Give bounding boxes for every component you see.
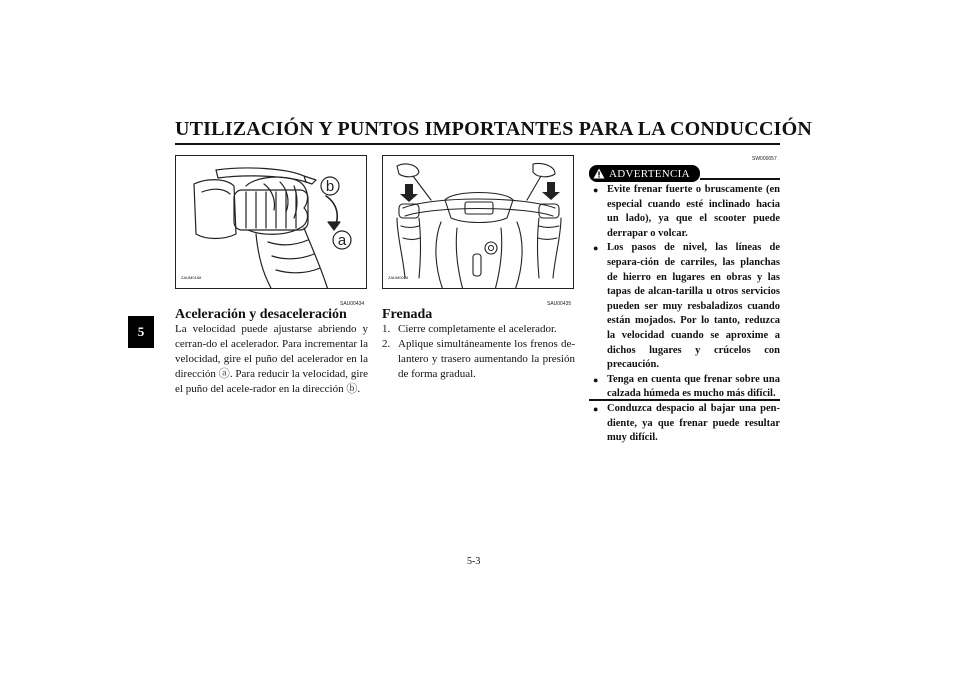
braking-heading: Frenada (382, 307, 433, 322)
bullet-icon: ● (593, 243, 599, 254)
list-item (382, 337, 575, 382)
braking-steps (382, 322, 575, 382)
warning-item-text: Tenga en cuenta que frenar sobre una calzada húmeda es mucho más difícil. (607, 373, 780, 400)
warning-rule (700, 178, 780, 180)
bullet-icon: ● (593, 374, 599, 385)
chapter-tab: 5 (128, 316, 154, 348)
title-rule (175, 143, 780, 145)
page-title: UTILIZACIÓN Y PUNTOS IMPORTANTES PARA LA CONDUCCIÓN (175, 118, 812, 140)
step-text: Cierre completamente el acelerador. (398, 323, 557, 335)
list-item (593, 373, 780, 402)
warning-item-text: Conduzca despacio al bajar una pen-diente, ya que frenar puede resultar muy difícil. (607, 402, 780, 444)
bullet-icon: ● (593, 185, 599, 195)
warning-item-text: Los pasos de nivel, las líneas de separa-ción de carriles, las planchas de hierro en lugares en obras y las tapas de alcan-tarilla u otros servicios pueden ser muy resbaladizos cuando están mojados. Por lo tanto, reduzca la velocidad cuando se aproxime a dichos lugares y crúcelos con precaución. (607, 242, 780, 371)
warning-label: ADVERTENCIA (609, 167, 690, 180)
throttle-grip-illustration (176, 156, 367, 289)
warning-bottom-rule (589, 399, 780, 401)
brake-levers-illustration (383, 156, 574, 289)
list-item (382, 322, 575, 337)
figure-code: ZAUM0026 (388, 275, 409, 280)
warning-ref-code: SW000057 (752, 156, 777, 162)
acceleration-paragraph: La velocidad puede ajustarse abriendo y cerran-do el acelerador. Para incrementar la velocidad, gire el puño del acelerador en la dirección ⓐ. Para reducir la velocidad, gire el puño del acele-rador en la dirección ⓑ. (175, 323, 368, 395)
throttle-grip-figure (175, 155, 367, 289)
callout-b-label: b (325, 178, 335, 195)
section-ref-code: SAU00435 (547, 301, 572, 307)
section-ref-code: SAU00434 (340, 301, 365, 307)
step-number: 1. (382, 323, 391, 335)
list-item (593, 241, 780, 372)
right-brake-arrow (542, 182, 560, 200)
left-brake-arrow (400, 184, 418, 202)
warning-badge (589, 165, 700, 182)
warning-list (593, 183, 780, 446)
bullet-icon: ● (593, 403, 599, 414)
brake-levers-figure (382, 155, 574, 289)
page-number: 5-3 (467, 556, 481, 567)
warning-triangle-icon (593, 168, 605, 179)
list-item (593, 402, 780, 446)
step-number: 2. (382, 338, 391, 350)
figure-code: ZAUM0168 (181, 275, 202, 280)
warning-item-text: Evite frenar fuerte o bruscamente (en especial cuando esté inclinado hacia un lado), ya que el scooter puede derrapar o volcar. (607, 184, 780, 239)
acceleration-heading: Aceleración y desaceleración (175, 307, 347, 322)
step-text: Aplique simultáneamente los frenos de-lantero y trasero aumentando la presión de forma gradual. (398, 338, 575, 380)
callout-a-label: a (337, 232, 347, 249)
list-item (593, 183, 780, 241)
